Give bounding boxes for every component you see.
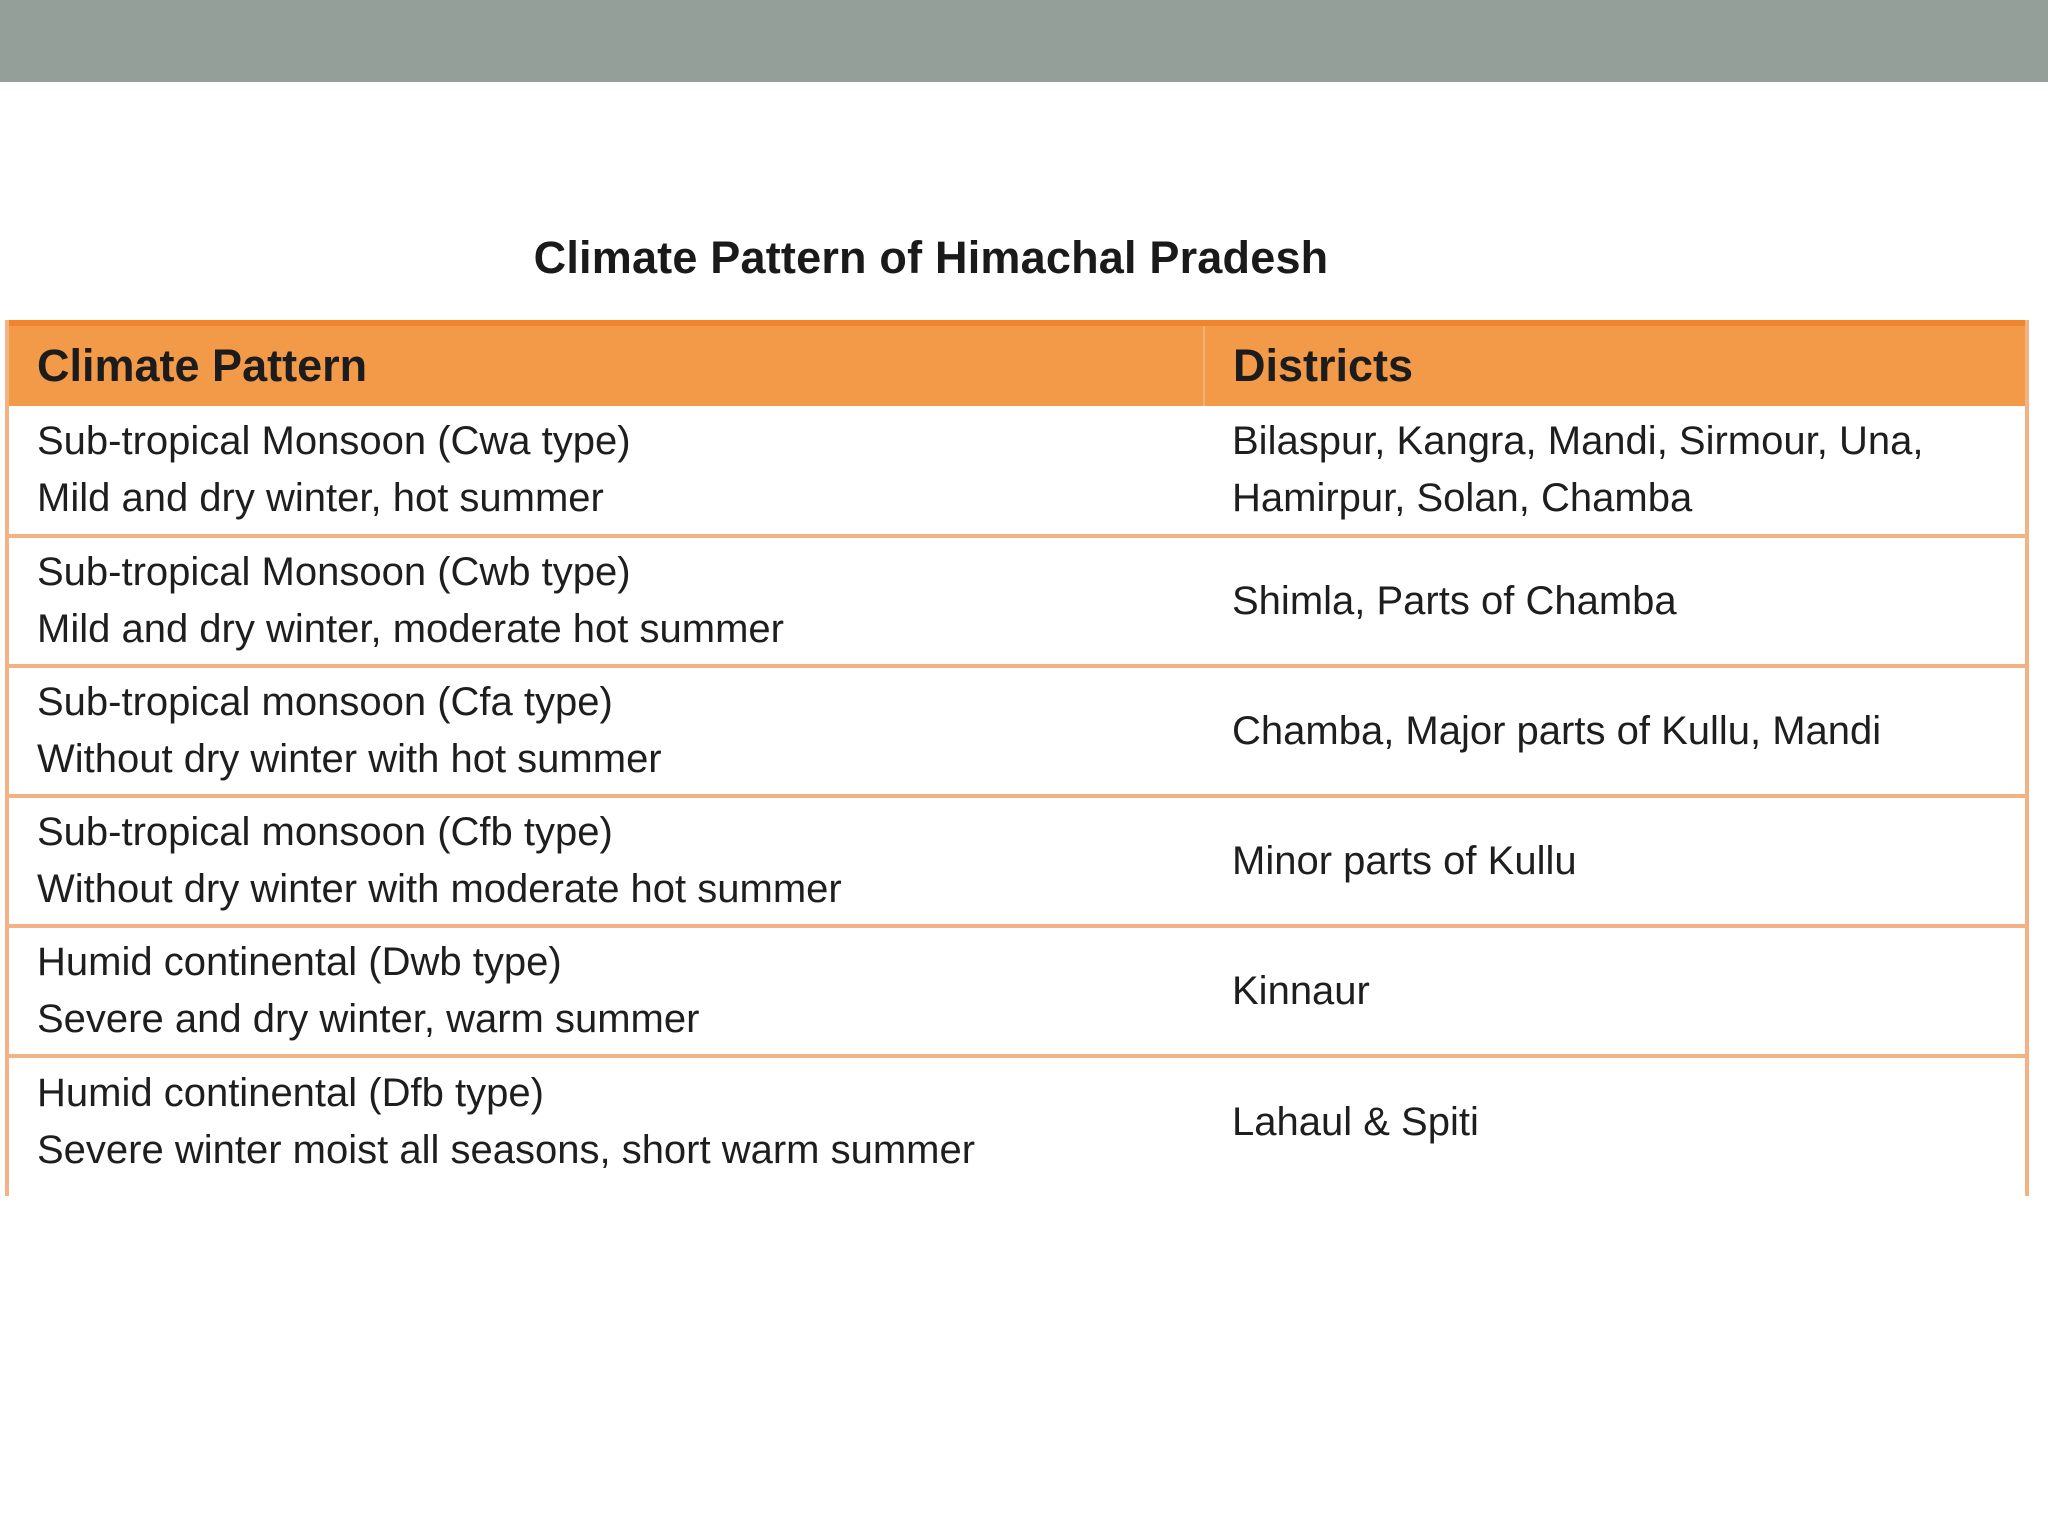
climate-pattern-cell [9,666,1204,796]
climate-pattern-cell [9,1056,1204,1186]
districts-text: Hamirpur, Solan, Chamba [1232,476,1693,520]
climate-pattern-cell [9,406,1204,536]
pattern-description: Without dry winter with hot summer [37,737,662,781]
pattern-description: Severe winter moist all seasons, short warm summer [37,1128,976,1172]
pattern-description: Without dry winter with moderate hot summer [37,867,842,911]
top-header-band [0,0,2048,82]
climate-pattern-cell [9,796,1204,926]
header-districts: Districts [1204,323,2025,406]
table-row [9,1056,2025,1186]
districts-text: Lahaul & Spiti [1232,1099,1479,1144]
pattern-type: Humid continental (Dwb type) [37,940,562,984]
climate-pattern-cell [9,536,1204,666]
districts-cell [1204,926,2025,1056]
pattern-type: Sub-tropical Monsoon (Cwb type) [37,550,631,594]
pattern-description: Severe and dry winter, warm summer [37,997,700,1041]
header-climate-pattern: Climate Pattern [37,340,368,391]
table-header-row [9,323,2025,406]
pattern-description: Mild and dry winter, moderate hot summer [37,607,784,651]
pattern-type: Sub-tropical monsoon (Cfa type) [37,680,613,724]
districts-cell [1204,536,2025,666]
districts-text: Shimla, Parts of Chamba [1232,578,1677,623]
districts-cell [1204,406,2025,536]
pattern-description: Mild and dry winter, hot summer [37,476,604,520]
districts-text: Chamba, Major parts of Kullu, Mandi [1232,708,1882,753]
pattern-type: Sub-tropical monsoon (Cfb type) [37,810,613,854]
districts-text: Kinnaur [1232,968,1370,1013]
table-row [9,926,2025,1056]
climate-table [9,320,2025,1186]
districts-text: Bilaspur, Kangra, Mandi, Sirmour, Una, [1232,419,1924,463]
districts-text: Minor parts of Kullu [1232,838,1577,883]
districts-cell [1204,796,2025,926]
table-row [9,796,2025,926]
table-row [9,406,2025,536]
pattern-type: Sub-tropical Monsoon (Cwa type) [37,419,631,463]
table-row [9,536,2025,666]
pattern-type: Humid continental (Dfb type) [37,1071,544,1115]
climate-pattern-cell [9,926,1204,1056]
districts-cell [1204,666,2025,796]
climate-table-container [5,320,2029,1196]
slide-title: Climate Pattern of Himachal Pradesh [533,232,1329,283]
table-row [9,666,2025,796]
districts-cell [1204,1056,2025,1186]
